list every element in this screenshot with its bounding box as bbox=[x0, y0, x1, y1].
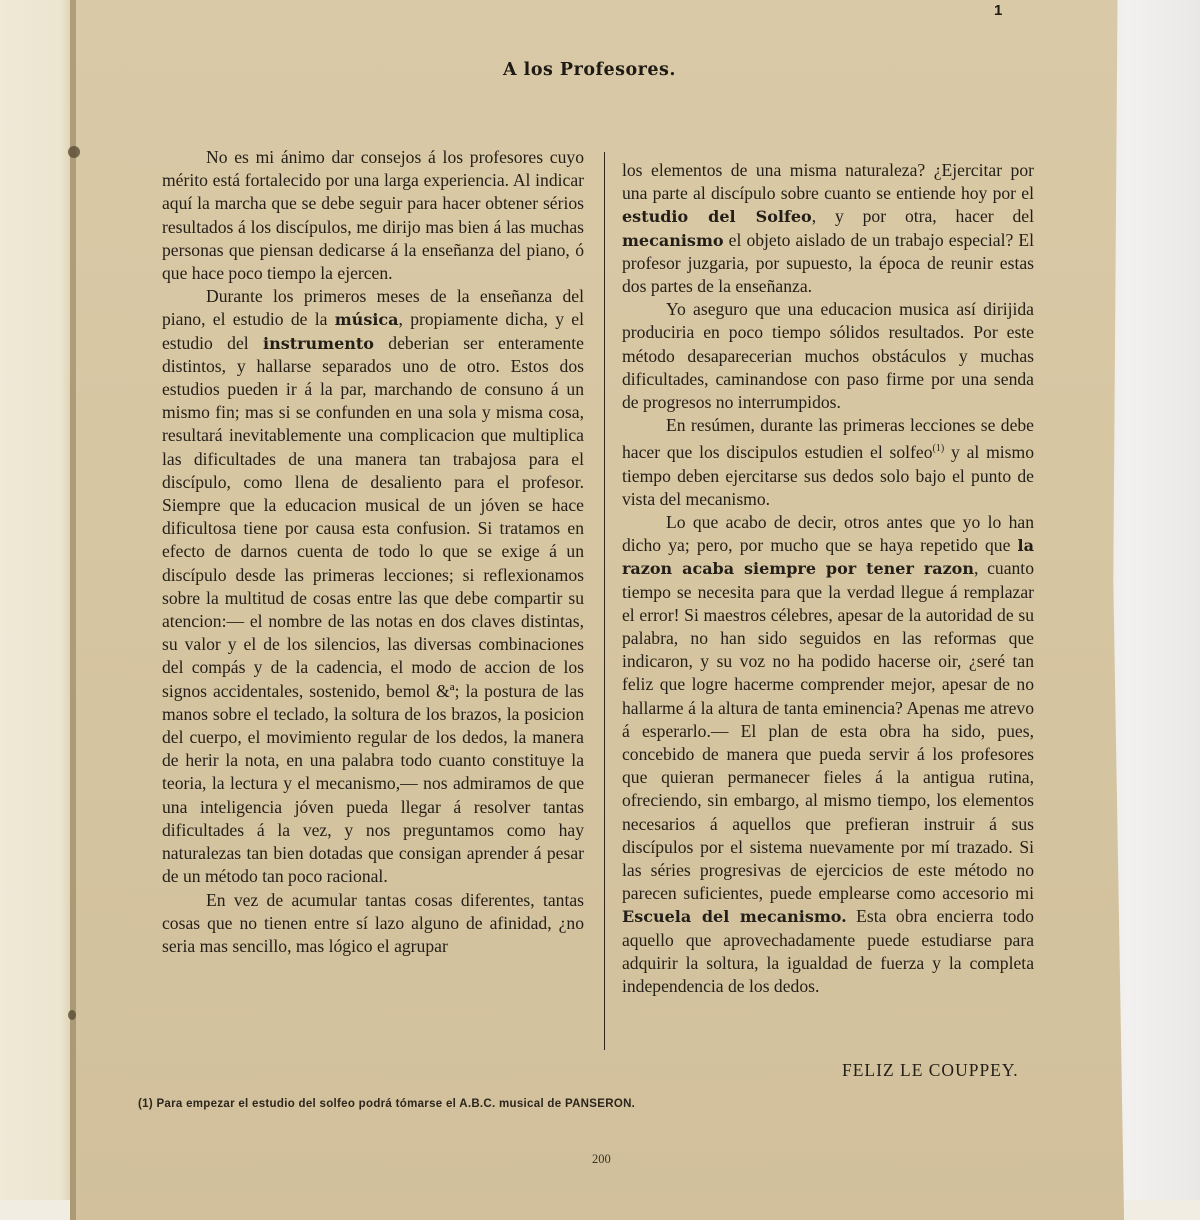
text-run: En resúmen, durante las primeras lecciones se debe hacer que los discipulos estudien el solfeo bbox=[622, 415, 1034, 463]
folio-number: 200 bbox=[592, 1152, 611, 1166]
paragraph-7 bbox=[622, 511, 1034, 998]
footnote: (1) Para empezar el estudio del solfeo podrá tómarse el A.B.C. musical de PANSERON. bbox=[138, 1098, 636, 1110]
text-run: los elementos de una misma naturaleza? ¿Ejercitar por una parte al discípulo sobre cuanto se entiende hoy por el bbox=[622, 160, 1034, 204]
paragraph-1: No es mi ánimo dar consejos á los profesores cuyo mérito está fortalecido por una larga experiencia. Al indicar aquí la marcha que se debe seguir para hacer obtener sérios resultados á los discípulos, me dirijo mas bien á las muchas personas que piensan dedicarse á la enseñanza del piano, ó que hace poco tiempo la ejercen. bbox=[162, 147, 584, 284]
emphasis-escuela-mecanismo: Escuela del mecanismo. bbox=[622, 907, 847, 927]
footnote-reference: (1) bbox=[932, 443, 945, 455]
paragraph-4 bbox=[622, 159, 1034, 298]
paragraph-6 bbox=[622, 414, 1034, 511]
emphasis-musica: música bbox=[334, 310, 399, 330]
right-column bbox=[622, 159, 1034, 998]
left-column bbox=[162, 146, 584, 958]
page-title: A los Profesores. bbox=[503, 60, 676, 80]
text-run: Esta obra encierra todo aquello que aprovechadamente puede estudiarse para adquirir la soltura, la igualdad de fuerza y la completa independencia de los dedos. bbox=[622, 906, 1034, 996]
text-run: Lo que acabo de decir, otros antes que yo lo han dicho ya; pero, por mucho que se haya repetido que bbox=[622, 511, 1034, 556]
text-run: deberian ser enteramente distintos, y hallarse separados uno de otro. Estos dos estudios pueden ir á la par, marchando de consuno á un mismo fin; mas si se confunden en una sola y misma cosa, resultará inevitablemente una complicacion que multiplica las dificultades de una manera tan trabajosa para el discípulo, como llena de desaliento para el profesor. Siempre que la educacion musical de un jóven se hace dificultosa tiene por causa esta confusion. Si tratamos en efecto de darnos cuenta de todo lo que se exige á un discípulo desde las primeras lecciones; si reflexionamos sobre la multitud de cosas entre las que debe compartir su atencion:— el nombre de las notas en dos claves distintas, su valor y el de los silencios, las diversas combinaciones del compás y de la cadencia, el modo de accion de los signos accidentales, sostenido, bemol &ª; la postura de las manos sobre el teclado, la soltura de los brazos, la posicion del cuerpo, el movimiento regular de los dedos, la manera de herir la nota, en una palabra todo cuanto constituye la teoria, la lectura y el mecanismo,— nos admiramos de que una inteligencia jóven pueda llegar á resolver tantas dificultades á la vez, y nos preguntamos como hay naturalezas tan bien dotadas que consigan aprender á pesar de un método tan poco racional. bbox=[162, 332, 584, 887]
text-run: el objeto aislado de un trabajo especial? El profesor juzgaria, por supuesto, la época de reunir estas dos partes de la enseñanza. bbox=[622, 229, 1034, 297]
binding-hole-top bbox=[68, 146, 80, 158]
binding-hole-bottom bbox=[68, 1010, 76, 1020]
emphasis-estudio-solfeo: estudio del Solfeo bbox=[622, 207, 812, 227]
text-run: , cuanto tiempo se necesita para que la verdad llegue á remplazar el error! Si maestros célebres, apesar de la autoridad de su palabra, no han sido seguidos en las reformas que indicaron, y su voz no ha podido hacerse oir, ¿seré tan feliz que logre hacerme comprender mejor, apesar de no hallarme á la altura de tanta eminencia? Apenas me atrevo á esperarlo.— El plan de esta obra ha sido, pues, concebido de manera que pueda servir á los profesores que quieran permanecer fieles á la antigua rutina, ofreciendo, sin embargo, al mismo tiempo, los elementos necesarios á aquellos que prefieran instruir á sus discípulos por el sistema nuevamente por mí trazado. Si las séries progresivas de ejercicios de este método no parecen suficientes, puede emplearse como accesorio mi bbox=[622, 558, 1034, 904]
author-signature: FELIZ LE COUPPEY. bbox=[842, 1060, 1019, 1080]
paragraph-5: Yo aseguro que una educacion musica así dirijida produciria en poco tiempo sólidos resultados. Por este método desaparecerian muchos obstáculos y muchas dificultades, caminandose con paso firme por una senda de progresos no interrumpidos. bbox=[622, 299, 1034, 413]
paragraph-2 bbox=[162, 285, 584, 888]
column-divider bbox=[604, 152, 605, 1050]
paragraph-3: En vez de acumular tantas cosas diferentes, tantas cosas que no tienen entre sí lazo alguno de afinidad, ¿no seria mas sencillo, mas lógico el agrupar bbox=[162, 889, 584, 956]
page-marker: 1 bbox=[994, 2, 1003, 19]
emphasis-razon: la razon acaba siempre por tener razon bbox=[622, 536, 1034, 579]
emphasis-instrumento: instrumento bbox=[262, 333, 374, 353]
text-run: , y por otra, hacer del bbox=[811, 206, 1034, 227]
text-run: Durante los primeros meses de la enseñanza del piano, el estudio de la bbox=[162, 286, 584, 330]
background-surface-left bbox=[0, 0, 75, 1200]
text-run: , propiamente dicha, y el estudio del bbox=[162, 309, 584, 353]
text-run: y al mismo tiempo deben ejercitarse sus dedos solo bajo el punto de vista del mecanismo. bbox=[622, 442, 1034, 509]
emphasis-mecanismo: mecanismo bbox=[622, 230, 724, 250]
